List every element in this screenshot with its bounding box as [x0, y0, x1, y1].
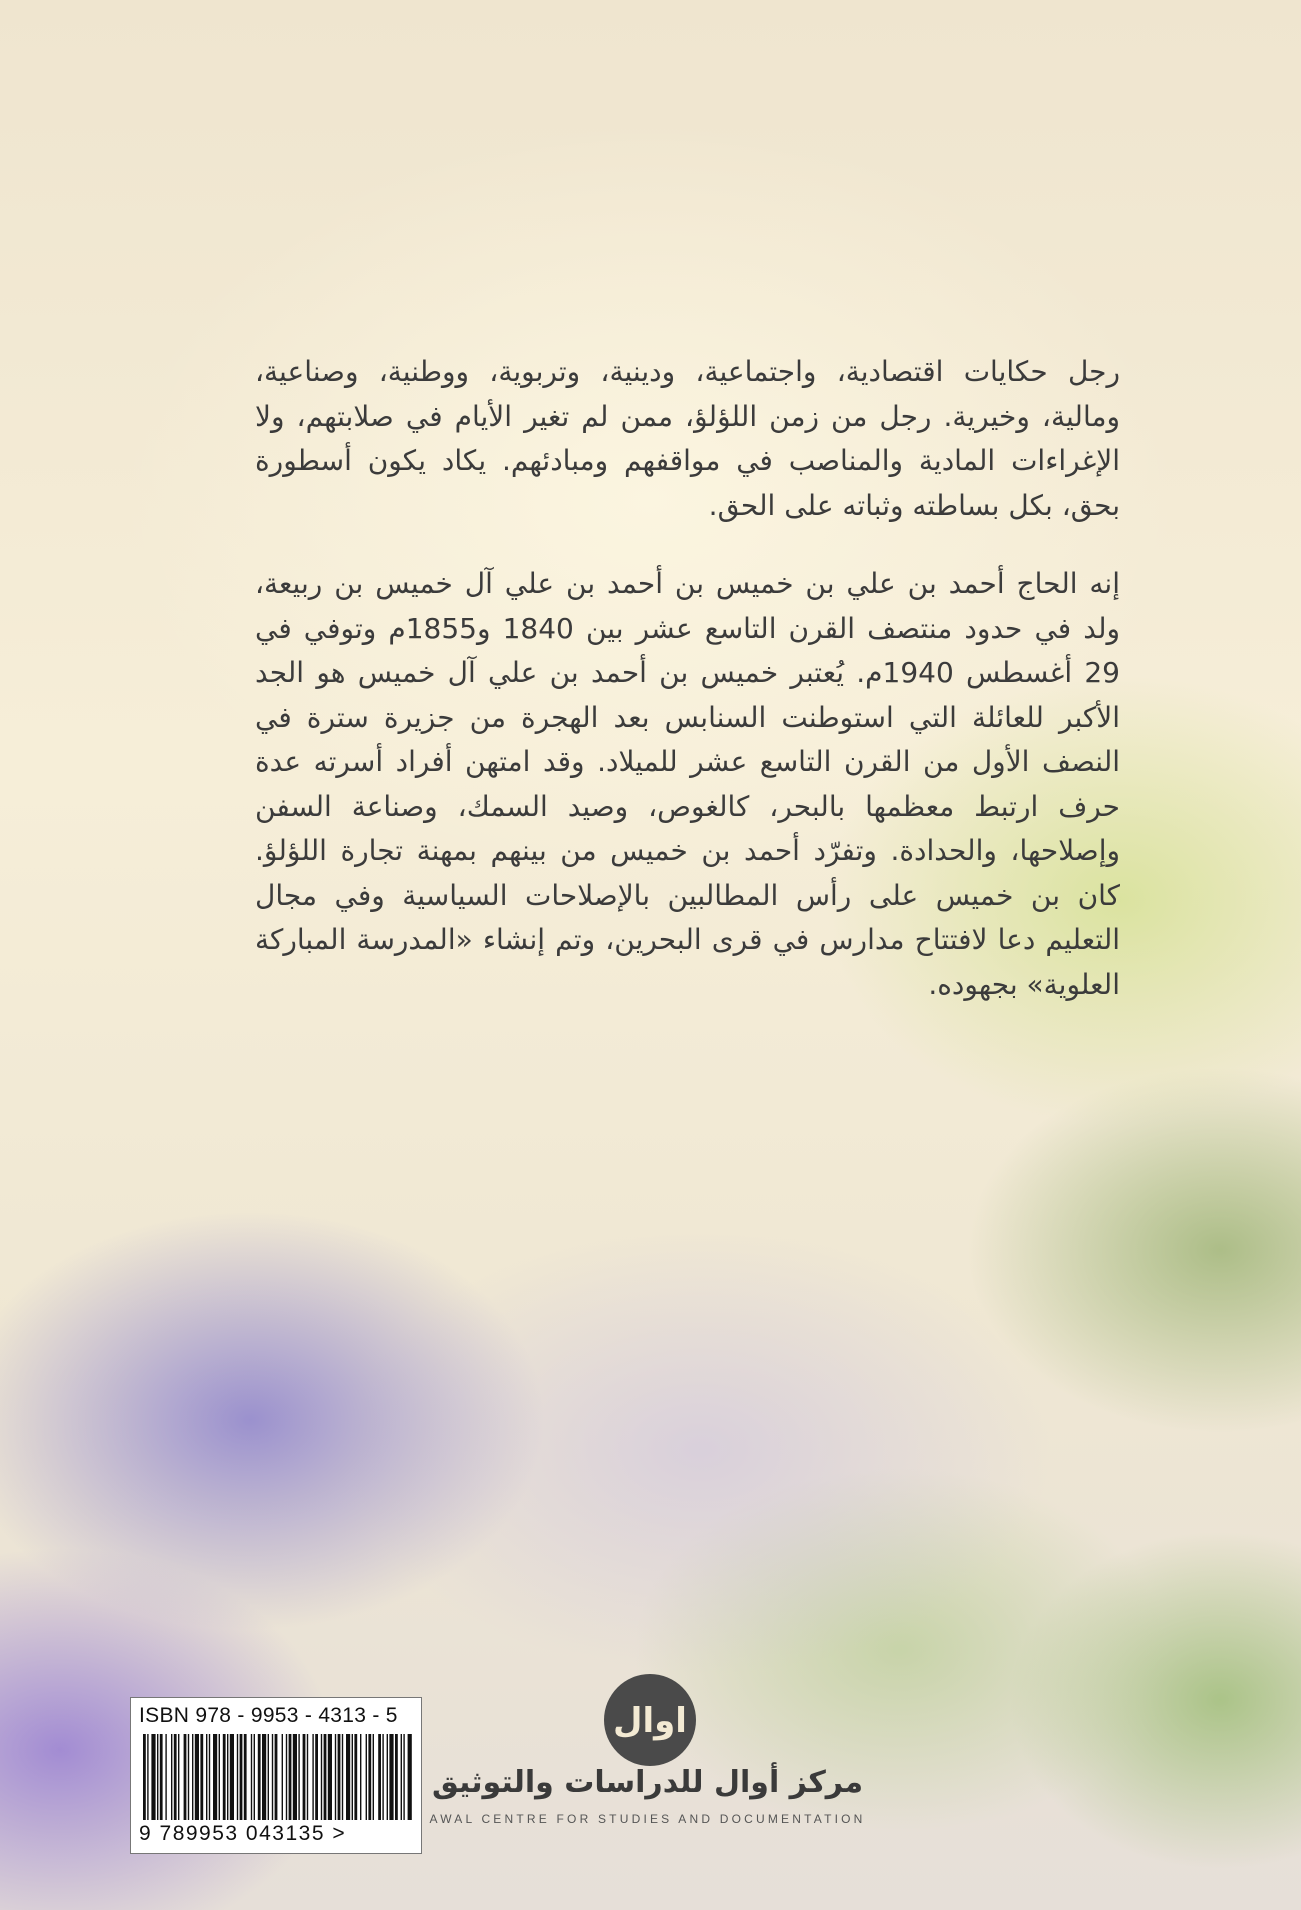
barcode-digits: 9 789953 043135 >: [139, 1822, 347, 1845]
barcode-icon: [141, 1734, 413, 1820]
blurb-text: [255, 350, 1120, 1007]
publisher-name-arabic: مركز أوال للدراسات والتوثيق: [431, 1765, 864, 1800]
isbn-barcode: [130, 1697, 422, 1854]
publisher-logo-text: اوال: [613, 1701, 687, 1741]
publisher-name-english: AWAL CENTRE FOR STUDIES AND DOCUMENTATION: [429, 1812, 866, 1826]
blurb-paragraph-2: إنه الحاج أحمد بن علي بن خميس بن أحمد بن علي آل خميس بن ربيعة، ولد في حدود منتصف القرن التاسع عشر بين 1840 و1855م وتوفي في 29 أغسطس 1940م. يُعتبر خميس بن أحمد بن علي آل خميس هو الجد الأكبر للعائلة التي استوطنت السنابس بعد الهجرة من جزيرة سترة في النصف الأول من القرن التاسع عشر للميلاد. وقد امتهن أفراد أسرته عدة حرف ارتبط معظمها بالبحر، كالغوص، وصيد السمك، وصناعة السفن وإصلاحها، والحدادة. وتفرّد أحمد بن خميس من بينهم بمهنة تجارة اللؤلؤ. كان بن خميس على رأس المطالبين بالإصلاحات السياسية وفي مجال التعليم دعا لافتتاح مدارس في قرى البحرين، وتم إنشاء «المدرسة المباركة العلوية» بجهوده.: [255, 567, 1120, 1001]
publisher-logo-icon: [600, 1670, 700, 1770]
blurb-paragraph-1: رجل حكايات اقتصادية، واجتماعية، ودينية، وتربوية، ووطنية، وصناعية، ومالية، وخيرية. رجل من زمن اللؤلؤ، ممن لم تغير الأيام في صلابتهم، ولا الإغراءات المادية والمناصب في مواقفهم ومبادئهم. يكاد يكون أسطورة بحق، بكل بساطته وثباته على الحق.: [255, 355, 1120, 522]
isbn-label: ISBN 978 - 9953 - 4313 - 5: [139, 1704, 398, 1727]
